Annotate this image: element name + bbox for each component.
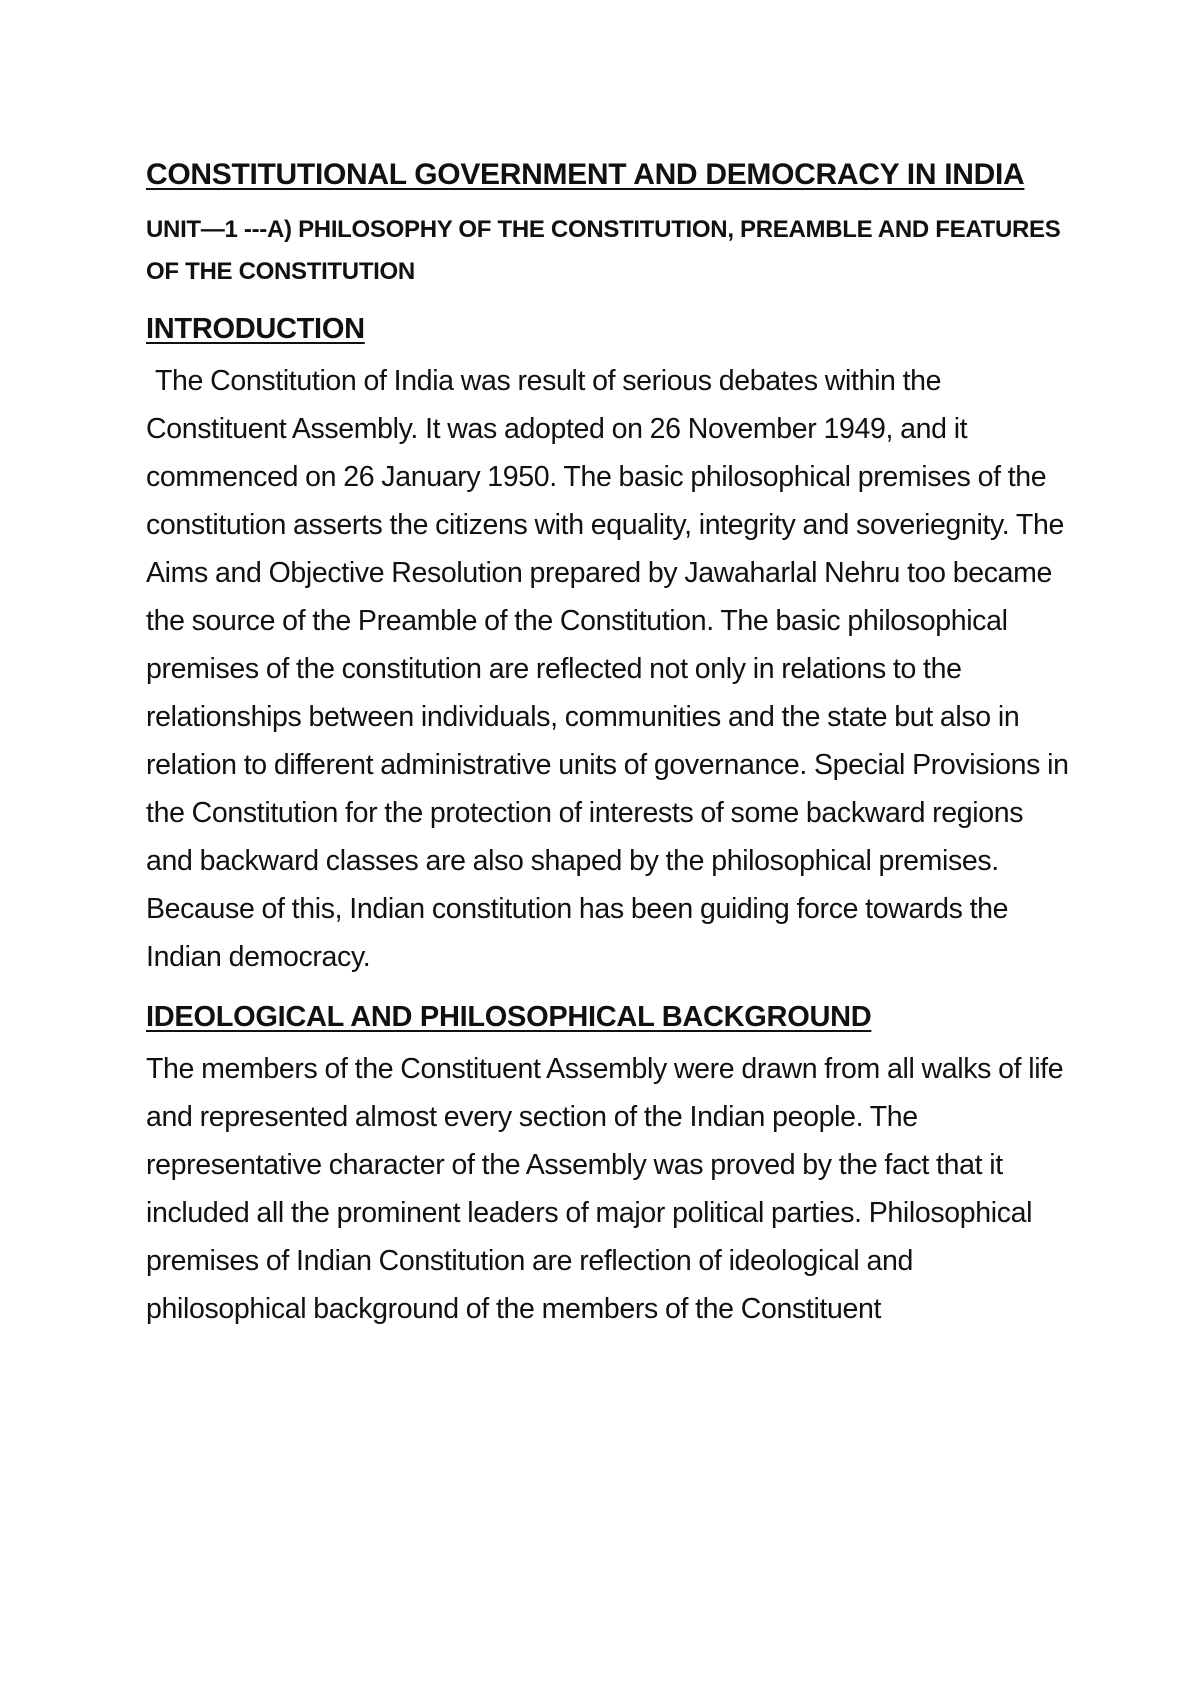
- document-title: CONSTITUTIONAL GOVERNMENT AND DEMOCRACY IN INDIA: [146, 158, 1025, 191]
- section-heading-introduction: INTRODUCTION: [146, 313, 365, 345]
- unit-title: UNIT—1 ---A) PHILOSOPHY OF THE CONSTITUTION, PREAMBLE AND FEATURES OF THE CONSTITUTION: [146, 216, 1061, 285]
- section-heading-ideological-background: IDEOLOGICAL AND PHILOSOPHICAL BACKGROUND: [146, 1001, 872, 1033]
- section-body-ideological-background: The members of the Constituent Assembly were drawn from all walks of life and represented almost every section of the Indian people. The representative character of the Assembly was proved by the fact that it included all the prominent leaders of major political parties. Philosophical premises of Indian Constitution are reflection of ideological and philosophical background of the members of the Constituent: [146, 1053, 1064, 1325]
- document-content: [146, 150, 1076, 1333]
- section-body-introduction: The Constitution of India was result of serious debates within the Constituent Assembly. It was adopted on 26 November 1949, and it commenced on 26 January 1950. The basic philosophical premises of the constitution asserts the citizens with equality, integrity and soveriegnity. The Aims and Objective Resolution prepared by Jawaharlal Nehru too became the source of the Preamble of the Constitution. The basic philosophical premises of the constitution are reflected not only in relations to the relationships between individuals, communities and the state but also in relation to different administrative units of governance. Special Provisions in the Constitution for the protection of interests of some backward regions and backward classes are also shaped by the philosophical premises. Because of this, Indian constitution has been guiding force towards the Indian democracy.: [146, 365, 1069, 973]
